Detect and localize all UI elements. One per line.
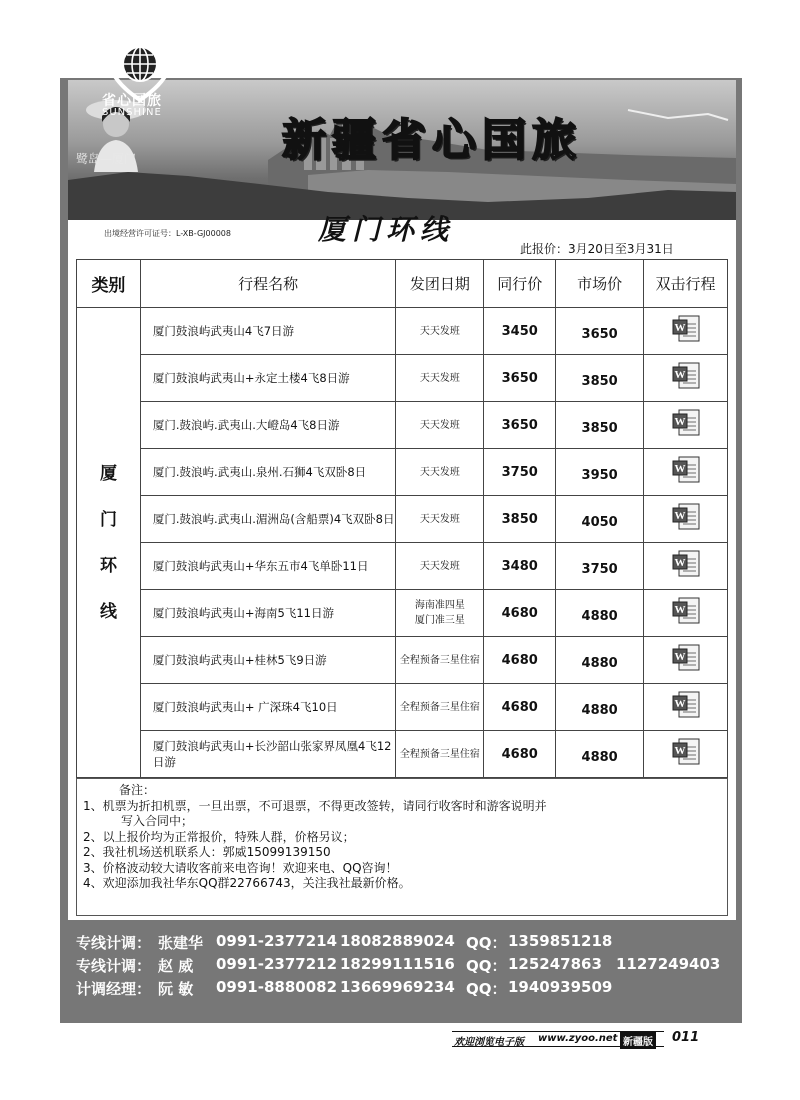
tour-name: 厦门鼓浪屿武夷山+ 广深珠4飞10日: [140, 684, 396, 731]
footer-strip: [452, 1031, 664, 1047]
note-line: 写入合同中；: [121, 814, 194, 828]
note-line: 3、价格波动较大请收客前来电咨询！欢迎来电、QQ咨询！: [83, 860, 398, 875]
svg-text:W: W: [674, 322, 686, 334]
contact-role: 计调经理：: [76, 980, 152, 998]
itinerary-cell: [644, 308, 728, 355]
category-cell: [77, 308, 141, 778]
word-document-icon[interactable]: [671, 502, 701, 536]
departure-text: 天天发班: [396, 355, 484, 402]
itinerary-cell: [644, 355, 728, 402]
word-document-icon[interactable]: [671, 361, 701, 395]
word-document-icon[interactable]: [671, 690, 701, 724]
departure-text: 全程预备三星住宿: [396, 684, 484, 731]
contact-qq-label: QQ：: [466, 934, 507, 952]
itinerary-cell: [644, 684, 728, 731]
itinerary-cell: [644, 590, 728, 637]
contact-role: 专线计调：: [76, 934, 152, 952]
agency-price: 3850: [484, 496, 556, 543]
table-row: [77, 684, 728, 731]
agency-price: 3650: [484, 402, 556, 449]
table-header-row: [77, 260, 728, 308]
contact-row: [76, 932, 736, 955]
contact-mobile[interactable]: 13669969234: [340, 978, 455, 996]
table-row: [77, 308, 728, 355]
word-document-icon[interactable]: [671, 643, 701, 677]
svg-text:W: W: [674, 463, 686, 475]
agency-price: 4680: [484, 637, 556, 684]
col-header-agency-price: 同行价: [484, 260, 556, 308]
note-line: 2、以上报价均为正常报价，特殊人群，价格另议；: [83, 829, 355, 844]
market-price: 3750: [556, 543, 644, 590]
tour-name: 厦门鼓浪屿武夷山+海南5飞11日游: [140, 590, 396, 637]
contact-row: [76, 955, 736, 978]
tour-name: 厦门鼓浪屿武夷山+桂林5飞9日游: [140, 637, 396, 684]
itinerary-cell: [644, 543, 728, 590]
note-line: 2、我社机场送机联系人：郭威15099139150: [83, 845, 331, 859]
departure-text: 天天发班: [396, 402, 484, 449]
contact-row: [76, 978, 736, 1001]
contact-qq[interactable]: 125247863: [508, 955, 602, 973]
itinerary-cell: [644, 731, 728, 778]
word-document-icon[interactable]: [671, 596, 701, 630]
contact-qq-label: QQ：: [466, 957, 507, 975]
table-row: [77, 449, 728, 496]
category-char: 厦: [99, 463, 117, 484]
agency-price: 4680: [484, 590, 556, 637]
tour-name: 厦门鼓浪屿武夷山+长沙韶山张家界凤凰4飞12日游: [140, 731, 396, 778]
route-title: 厦门环线: [318, 213, 455, 246]
col-header-market-price: 市场价: [556, 260, 644, 308]
contact-mobile[interactable]: 18082889024: [340, 932, 455, 950]
market-price: 4880: [556, 684, 644, 731]
contact-phone[interactable]: 0991-8880082: [216, 978, 338, 996]
table-row: [77, 355, 728, 402]
table-row: [77, 543, 728, 590]
contact-list: [76, 932, 736, 1001]
tour-name: 厦门鼓浪屿武夷山4飞7日游: [140, 308, 396, 355]
col-header-category: 类别: [77, 260, 141, 308]
agency-price: 4680: [484, 684, 556, 731]
banner-slogan: 鹭岛—厦门: [76, 152, 137, 166]
tour-name: 厦门.鼓浪屿.武夷山.大嶝岛4飞8日游: [140, 402, 396, 449]
notes-box: [76, 778, 728, 916]
word-document-icon[interactable]: [671, 549, 701, 583]
market-price: 4880: [556, 637, 644, 684]
table-row: [77, 590, 728, 637]
notes-title: 备注：: [119, 783, 156, 797]
svg-text:W: W: [674, 604, 686, 616]
logo-chinese-name: 省心国旅: [102, 93, 162, 109]
logo-english-name: SUNSHINE: [102, 107, 162, 118]
word-document-icon[interactable]: [671, 314, 701, 348]
svg-text:W: W: [674, 698, 686, 710]
market-price: 3950: [556, 449, 644, 496]
note-line: 1、机票为折扣机票，一旦出票，不可退票，不得更改签转，请同行收客时和游客说明并: [83, 798, 547, 813]
category-char: 环: [99, 555, 117, 576]
tour-name: 厦门鼓浪屿武夷山+永定土楼4飞8日游: [140, 355, 396, 402]
contact-name: 张建华: [158, 934, 204, 952]
contact-mobile[interactable]: 18299111516: [340, 955, 455, 973]
contact-qq[interactable]: 1940939509: [508, 978, 613, 996]
market-price: 4880: [556, 590, 644, 637]
col-header-tour-name: 行程名称: [140, 260, 396, 308]
market-price: 4050: [556, 496, 644, 543]
svg-text:W: W: [674, 369, 686, 381]
departure-text: 天天发班: [396, 496, 484, 543]
page-number: 011: [672, 1030, 700, 1045]
svg-text:W: W: [674, 745, 686, 757]
license-number: 出境经营许可证号：L-XB-GJ00008: [104, 229, 231, 238]
footer-edition: 新疆版: [620, 1032, 656, 1049]
agency-price: 3480: [484, 543, 556, 590]
tour-name: 厦门.鼓浪屿.武夷山.泉州.石狮4飞双卧8日: [140, 449, 396, 496]
svg-text:W: W: [674, 651, 686, 663]
col-header-departure: 发团日期: [396, 260, 484, 308]
category-char: 门: [99, 509, 117, 530]
contact-qq-2[interactable]: 1127249403: [616, 955, 721, 973]
contact-name: 赵 威: [158, 957, 194, 975]
agency-price: 4680: [484, 731, 556, 778]
table-row: [77, 637, 728, 684]
itinerary-cell: [644, 449, 728, 496]
itinerary-cell: [644, 402, 728, 449]
itinerary-cell: [644, 637, 728, 684]
departure-text: 全程预备三星住宿: [396, 731, 484, 778]
contact-phone[interactable]: 0991-2377214: [216, 932, 338, 950]
contact-phone[interactable]: 0991-2377212: [216, 955, 338, 973]
table-row: [77, 402, 728, 449]
tour-price-table: [76, 259, 728, 778]
tour-name: 厦门鼓浪屿武夷山+华东五市4飞单卧11日: [140, 543, 396, 590]
category-char: 线: [99, 601, 117, 622]
table-row: [77, 731, 728, 778]
table-row: [77, 496, 728, 543]
note-line: 4、欢迎添加我社华东QQ群22766743，关注我社最新价格。: [83, 876, 411, 890]
brand-title: 新疆省心国旅: [282, 115, 582, 166]
departure-text: 海南准四星: [414, 600, 465, 611]
svg-text:W: W: [674, 510, 686, 522]
word-document-icon[interactable]: [671, 408, 701, 442]
market-price: 3850: [556, 402, 644, 449]
contact-name: 阮 敏: [158, 980, 194, 998]
footer-website-link[interactable]: www.zyoo.net: [538, 1033, 618, 1044]
agency-price: 3750: [484, 449, 556, 496]
col-header-itinerary: 双击行程: [644, 260, 728, 308]
departure-text: 天天发班: [396, 543, 484, 590]
svg-text:W: W: [674, 557, 686, 569]
contact-role: 专线计调：: [76, 957, 152, 975]
agency-price: 3450: [484, 308, 556, 355]
departure-text: 天天发班: [396, 308, 484, 355]
departure-text: 天天发班: [396, 449, 484, 496]
tour-name: 厦门.鼓浪屿.武夷山.湄洲岛(含船票)4飞双卧8日: [140, 496, 396, 543]
itinerary-cell: [644, 496, 728, 543]
word-document-icon[interactable]: [671, 455, 701, 489]
market-price: 3850: [556, 355, 644, 402]
contact-qq[interactable]: 1359851218: [508, 932, 613, 950]
contact-qq-label: QQ：: [466, 980, 507, 998]
svg-text:W: W: [674, 416, 686, 428]
departure-cell: [396, 590, 484, 637]
word-document-icon[interactable]: [671, 737, 701, 771]
departure-text: 全程预备三星住宿: [396, 637, 484, 684]
departure-text: 厦门准三星: [414, 615, 465, 626]
market-price: 4880: [556, 731, 644, 778]
footer-welcome: 欢迎浏览电子版: [454, 1037, 524, 1048]
market-price: 3650: [556, 308, 644, 355]
quote-period: 此报价：3月20日至3月31日: [520, 242, 674, 256]
agency-price: 3650: [484, 355, 556, 402]
